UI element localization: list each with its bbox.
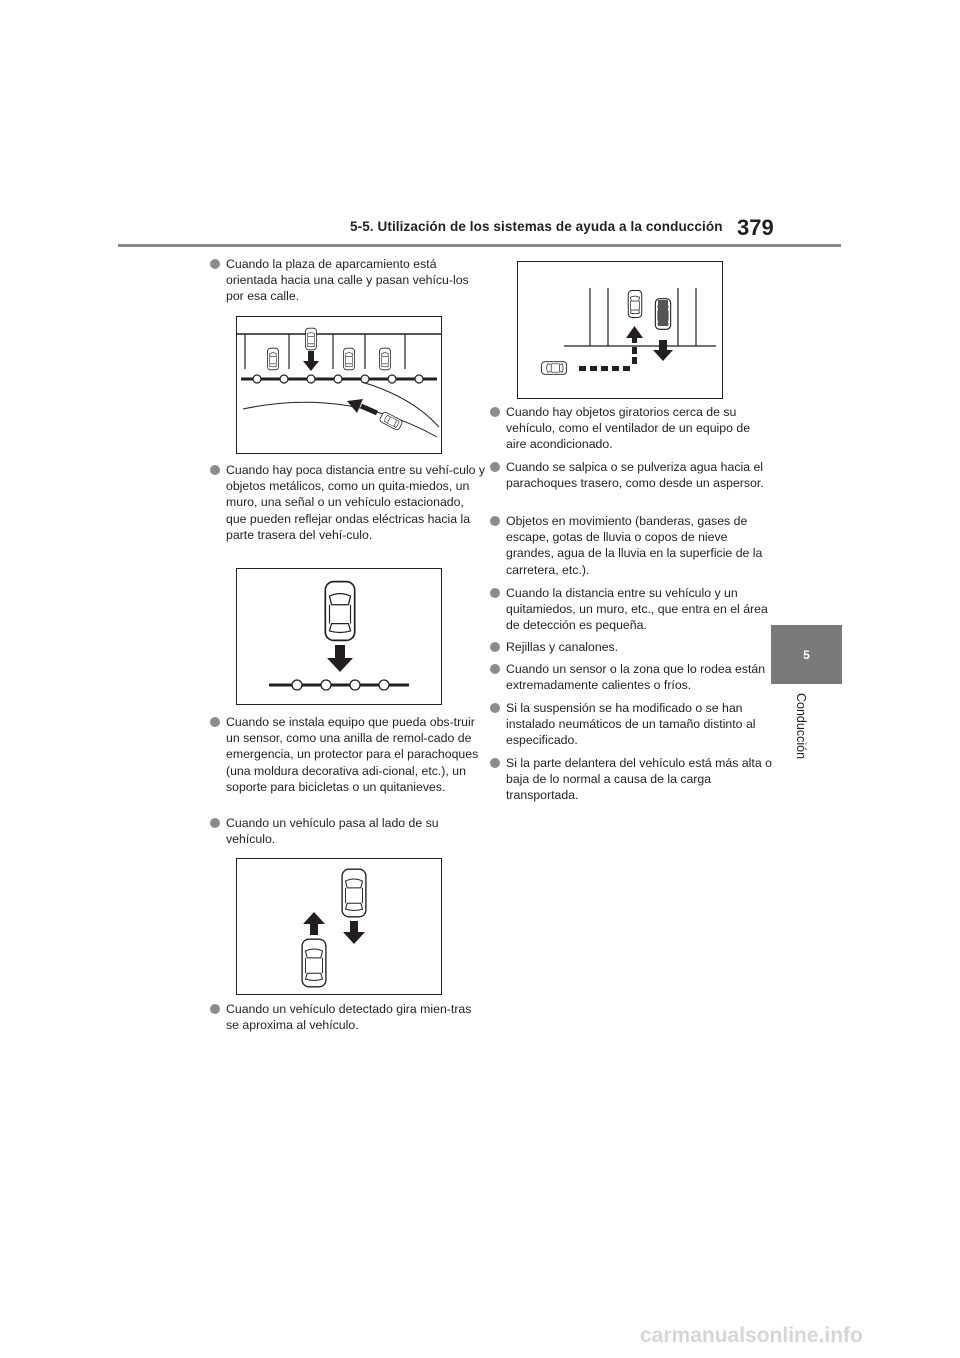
chapter-number: 5: [803, 647, 810, 662]
illustration-turning-vehicle: [517, 261, 723, 399]
list-item: [210, 815, 486, 847]
list-item-text: Objetos en movimiento (banderas, gases de escape, gotas de lluvia o copos de nieve grandes, agua de la lluvia en la superficie de la carretera, etc.).: [506, 514, 763, 577]
list-item-text: Si la parte delantera del vehículo está más alta o baja de lo normal a causa de la carga transportada.: [506, 756, 772, 803]
section-title: 5-5. Utilización de los sistemas de ayuda a la conducción: [350, 219, 723, 234]
list-item: [490, 404, 772, 453]
bullet-icon: [490, 703, 500, 713]
bullet-icon: [490, 407, 500, 417]
list-item-text: Rejillas y canalones.: [506, 640, 619, 654]
chapter-tab[interactable]: [771, 625, 842, 684]
bullet-icon: [490, 588, 500, 598]
list-item-text: Cuando la plaza de aparcamiento está orientada hacia una calle y pasan vehícu-los por esa calle.: [226, 257, 469, 304]
list-item: [490, 700, 772, 749]
illustration-parking-street: [236, 316, 442, 454]
list-item: [490, 639, 772, 655]
list-item: [490, 661, 772, 693]
list-item-text: Cuando la distancia entre su vehículo y un quitamiedos, un muro, etc., que entra en el área de detección es pequeña.: [506, 586, 768, 633]
bullet-icon: [210, 1004, 220, 1014]
list-item: [490, 755, 772, 804]
bullet-icon: [210, 818, 220, 828]
list-item-text: Cuando un sensor o la zona que lo rodea están extremadamente calientes o fríos.: [506, 662, 766, 693]
bullet-icon: [490, 516, 500, 526]
list-item: [490, 459, 772, 491]
list-item: [210, 1001, 486, 1033]
list-item: [210, 714, 486, 795]
bullet-icon: [490, 758, 500, 768]
list-item: [490, 585, 772, 634]
bullet-icon: [490, 462, 500, 472]
illustration-metal-obstacle: [236, 568, 442, 705]
page-number: 379: [737, 215, 774, 240]
list-item-text: Cuando se instala equipo que pueda obs-truir un sensor, como una anilla de remol-cado de emergencia, un protector para el parachoques (una moldura decorativa adi-cional, etc.), un soporte para bicicletas o un quitanieves.: [226, 715, 479, 794]
bullet-icon: [210, 465, 220, 475]
bullet-icon: [210, 259, 220, 269]
bullet-icon: [210, 717, 220, 727]
list-item-text: Cuando se salpica o se pulveriza agua hacia el parachoques trasero, como desde un aspersor.: [506, 460, 764, 491]
list-item: [210, 256, 486, 305]
list-item-text: Cuando hay objetos giratorios cerca de su vehículo, como el ventilador de un equipo de aire acondicionado.: [506, 405, 751, 452]
list-item-text: Cuando hay poca distancia entre su vehí-culo y objetos metálicos, como un quita-miedos, un muro, una señal o un vehículo estacionado, que pueden reflejar ondas eléctricas hacia la parte trasera del vehí-culo.: [226, 463, 486, 542]
list-item-text: Cuando un vehículo pasa al lado de su vehículo.: [226, 816, 439, 847]
watermark: carmanualsonline.info: [640, 1324, 863, 1347]
header-divider: [118, 244, 841, 247]
list-item: [490, 513, 772, 578]
list-item-text: Si la suspensión se ha modificado o se han instalado neumáticos de un tamaño distinto al especificado.: [506, 701, 756, 748]
bullet-icon: [490, 664, 500, 674]
bullet-icon: [490, 642, 500, 652]
chapter-label: Conducción: [794, 693, 808, 760]
list-item-text: Cuando un vehículo detectado gira mien-tras se aproxima al vehículo.: [226, 1002, 472, 1033]
illustration-passing-vehicle: [236, 858, 442, 995]
list-item: [210, 462, 486, 543]
